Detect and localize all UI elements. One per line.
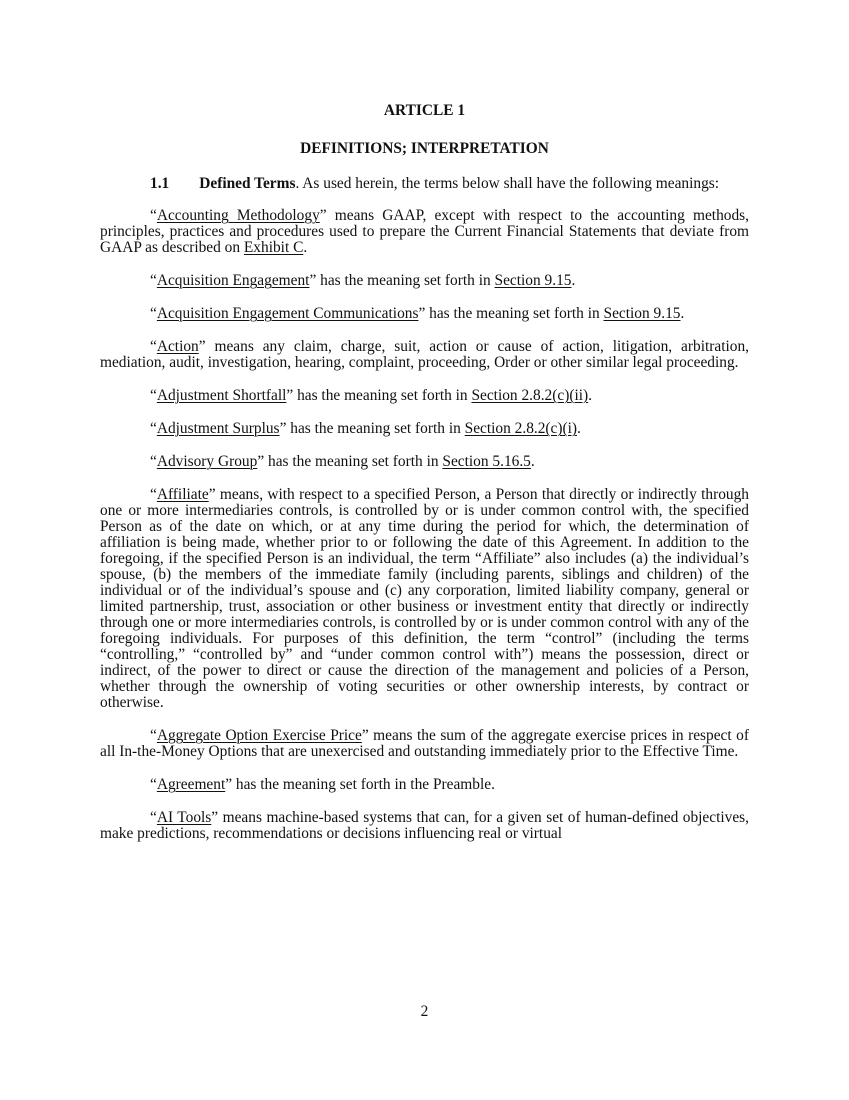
definitions-list [100, 208, 749, 842]
defined-term: Acquisition Engagement [156, 272, 310, 289]
definition-paragraph [100, 487, 749, 711]
definition-text: means, with respect to a specified Person, a Person that directly or indirectly through one or more intermediaries controls, is controlled by or is under common control with, the specified Person as of the date on which, or at any time during the period for which, the determination of affiliation is being made, whether prior to or following the date of this Agreement. In addition to the foregoing, if the specified Person is an individual, the term “Affiliate” also includes (a) the individual’s spouse, (b) the members of the immediate family (including parents, siblings and children) of the individual or of the individual’s spouse and (c) any corporation, limited liability company, general or limited partnership, trust, association or other business or investment entity that directly or indirectly through one or more intermediaries controls, is controlled by or is under common control with any of the foregoing individuals. For purposes of this definition, the term “control” (including the terms “controlling,” “controlled by” and “under common control with”) means the possession, direct or indirect, of the power to direct or cause the direction of the management and policies of a Person, whether through the ownership of voting securities or other ownership interests, by contract or otherwise. [100, 486, 749, 711]
defined-term: Aggregate Option Exercise Price [156, 727, 362, 744]
section-intro: . As used herein, the terms below shall have the following meanings: [295, 175, 720, 192]
open-quote: “ [150, 453, 157, 470]
definition-text: has the meaning set forth in [316, 272, 495, 289]
definition-text: means machine-based systems that can, for a given set of human-defined objectives, make predictions, recommendations or decisions influencing real or virtual [100, 809, 750, 842]
cross-reference: Section 5.16.5 [442, 453, 531, 470]
definition-end: . [303, 239, 308, 256]
definition-paragraph [100, 777, 749, 793]
definition-end: . [571, 272, 576, 289]
definition-text: has the meaning set forth in [425, 305, 604, 322]
defined-term: Acquisition Engagement Communications [156, 305, 419, 322]
definition-end: . [577, 420, 581, 437]
definition-end: . [588, 387, 592, 404]
definition-paragraph [100, 454, 749, 470]
close-quote: ” [361, 727, 369, 744]
close-quote: ” [225, 776, 233, 793]
open-quote: “ [150, 387, 157, 404]
close-quote: ” [418, 305, 426, 322]
close-quote: ” [211, 809, 219, 826]
definition-paragraph [100, 208, 749, 256]
defined-term: Affiliate [156, 486, 209, 503]
definition-paragraph [100, 273, 749, 289]
definition-paragraph [100, 810, 749, 842]
section-1-1 [100, 176, 749, 192]
defined-term: Advisory Group [156, 453, 258, 470]
page-content [100, 103, 749, 859]
definition-text: means any claim, charge, suit, action or cause of action, litigation, arbitration, mediation, audit, investigation, hearing, complaint, proceeding, Order or other similar legal proceeding. [100, 338, 749, 371]
close-quote: ” [319, 207, 327, 224]
defined-term: Adjustment Surplus [156, 420, 280, 437]
definition-end: . [680, 305, 685, 322]
definition-paragraph [100, 728, 749, 760]
open-quote: “ [150, 272, 157, 289]
definition-paragraph [100, 339, 749, 371]
page-number: 2 [420, 1003, 429, 1020]
article-title: ARTICLE 1 [383, 102, 466, 119]
open-quote: “ [150, 776, 157, 793]
definition-paragraph [100, 421, 749, 437]
definition-text: has the meaning set forth in [293, 387, 472, 404]
section-title: Defined Terms [199, 175, 296, 192]
defined-term: AI Tools [156, 809, 212, 826]
open-quote: “ [150, 809, 157, 826]
defined-term: Action [156, 338, 199, 355]
close-quote: ” [309, 272, 317, 289]
cross-reference: Exhibit C [243, 239, 304, 256]
section-number: 1.1 [150, 175, 170, 192]
cross-reference: Section 9.15 [494, 272, 572, 289]
article-subtitle: DEFINITIONS; INTERPRETATION [300, 140, 549, 157]
cross-reference: Section 9.15 [603, 305, 681, 322]
close-quote: ” [257, 453, 265, 470]
definition-paragraph [100, 388, 749, 404]
open-quote: “ [150, 338, 157, 355]
definition-text: means GAAP, except with respect to the accounting methods, principles, practices and procedures used to prepare the Current Financial Statements that deviate from GAAP as described on [100, 207, 749, 256]
close-quote: ” [208, 486, 216, 503]
cross-reference: Section 2.8.2(c)(ii) [471, 387, 589, 404]
definition-paragraph [100, 306, 749, 322]
definition-text: means the sum of the aggregate exercise prices in respect of all In-the-Money Options that are unexercised and outstanding immediately prior to the Effective Time. [100, 727, 749, 760]
definition-text: has the meaning set forth in [286, 420, 465, 437]
definition-text: has the meaning set forth in [264, 453, 443, 470]
open-quote: “ [150, 305, 157, 322]
open-quote: “ [150, 727, 157, 744]
defined-term: Accounting Methodology [156, 207, 320, 224]
definition-end: . [530, 453, 535, 470]
open-quote: “ [150, 207, 157, 224]
close-quote: ” [286, 387, 294, 404]
defined-term: Adjustment Shortfall [156, 387, 287, 404]
cross-reference: Section 2.8.2(c)(i) [464, 420, 578, 437]
close-quote: ” [279, 420, 287, 437]
open-quote: “ [150, 486, 157, 503]
definition-text: has the meaning set forth in the Preamble. [232, 776, 495, 793]
close-quote: ” [198, 338, 206, 355]
open-quote: “ [150, 420, 157, 437]
defined-term: Agreement [156, 776, 226, 793]
